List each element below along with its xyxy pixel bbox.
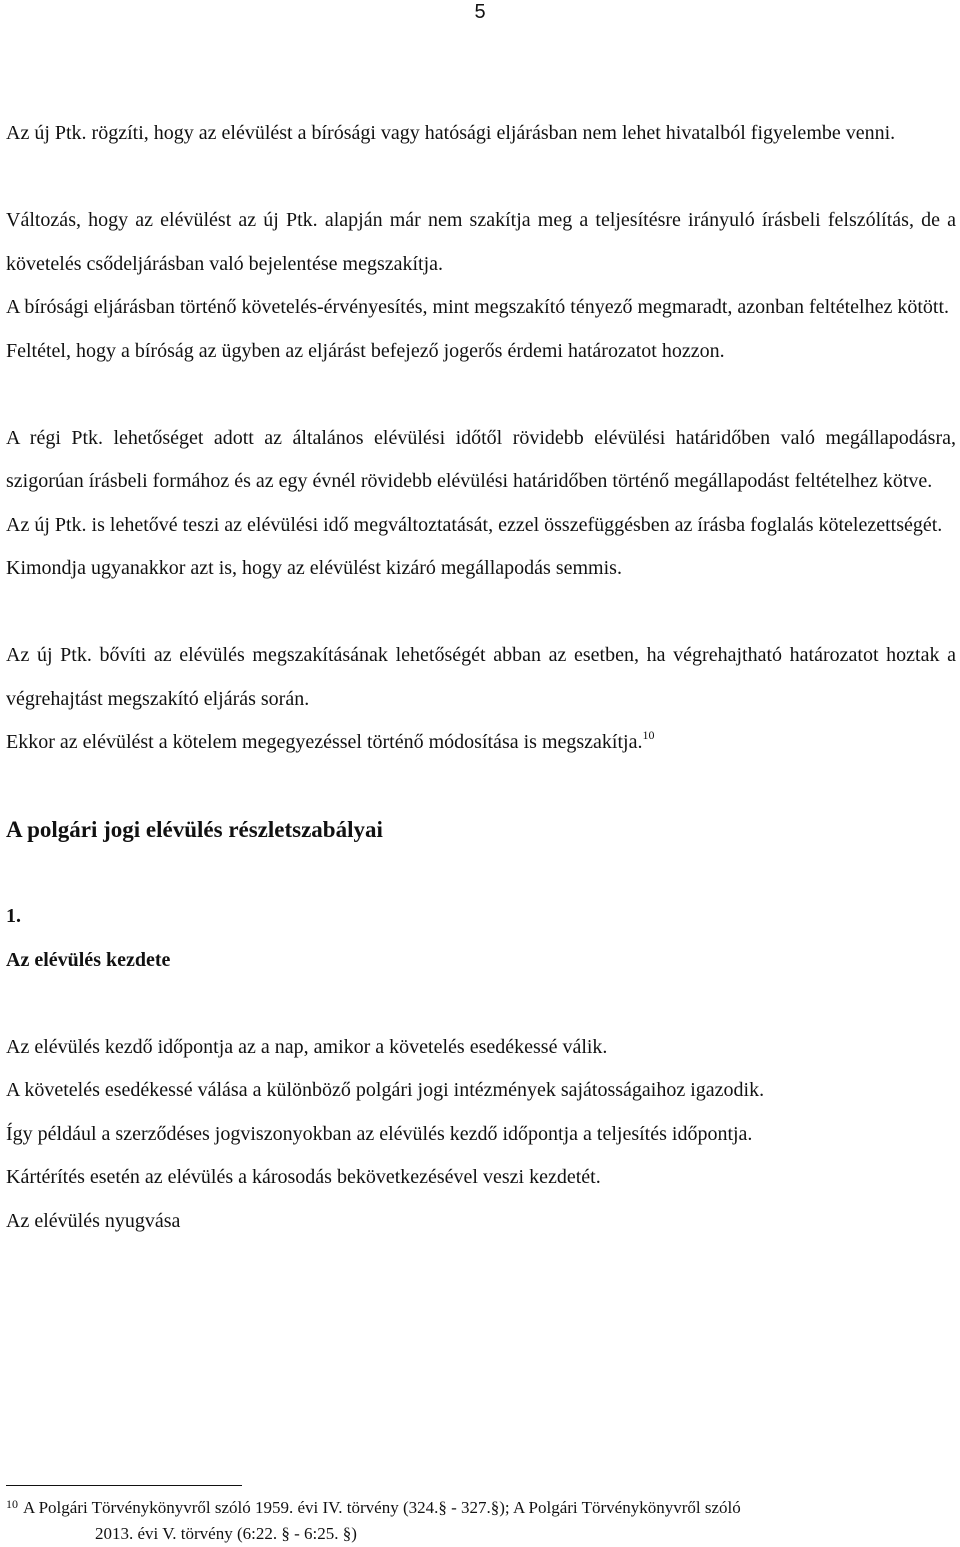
paragraph-enforcement-interruption: Az új Ptk. bővíti az elévülés megszakításának lehetőségét abban az esetben, ha végrehajtható határozatot hoztak a végrehajtást megszakító eljárás során. xyxy=(6,644,956,710)
section-number: 1. xyxy=(6,905,21,927)
footnote-line-2: 2013. évi V. törvény (6:22. § - 6:25. §) xyxy=(95,1524,357,1543)
paragraph-obligation-modification xyxy=(6,721,956,765)
paragraph-interruption-change: Változás, hogy az elévülést az új Ptk. alapján már nem szakítja meg a teljesítésre irányuló írásbeli felszólítás, de a követelés csődeljárásban való bejelentése megszakítja. xyxy=(6,209,956,275)
paragraph-contract-example: Így például a szerződéses jogviszonyokban az elévülés kezdő időpontja a teljesítés időpontja. xyxy=(6,1122,753,1145)
paragraph-gap xyxy=(6,982,956,1026)
section-heading: A polgári jogi elévülés részletszabályai xyxy=(6,817,383,842)
paragraph-damages: Kártérítés esetén az elévülés a károsodás bekövetkezésével veszi kezdetét. xyxy=(6,1166,601,1188)
section-subheading: Az elévülés kezdete xyxy=(6,948,171,971)
footnote-line-1: A Polgári Törvénykönyvről szóló 1959. évi IV. törvény (324.§ - 327.§); A Polgári Törvénykönyvről szóló xyxy=(23,1498,741,1517)
paragraph-new-ptk-modification: Az új Ptk. is lehetővé teszi az elévülési idő megváltoztatását, ezzel összefüggésben az írásba foglalás kötelezettségét. xyxy=(6,513,943,536)
paragraph-condition: Feltétel, hogy a bíróság az ügyben az eljárást befejező jogerős érdemi határozatot hozzon. xyxy=(6,339,725,362)
paragraph-text: Ekkor az elévülést a kötelem megegyezéssel történő módosítása is megszakítja. xyxy=(6,731,643,753)
paragraph-maturity: A követelés esedékessé válása a különböző polgári jogi intézmények sajátosságaihoz igazodik. xyxy=(6,1079,765,1101)
paragraph-exclusion-void: Kimondja ugyanakkor azt is, hogy az elévülést kizáró megállapodás semmis. xyxy=(6,557,622,579)
paragraph-gap xyxy=(6,591,956,635)
paragraph-gap xyxy=(6,765,956,809)
paragraph-old-ptk-agreement: A régi Ptk. lehetőséget adott az általános elévülési időtől rövidebb elévülési határidőben való megállapodásra, szigorúan írásbeli formához és az egy évnél rövidebb elévülési határidőben történő megállapodást feltételhez kötve. xyxy=(6,426,956,492)
page-number: 5 xyxy=(474,1,486,23)
paragraph-gap xyxy=(6,156,956,200)
paragraph-suspension-title: Az elévülés nyugvása xyxy=(6,1209,181,1232)
document-body xyxy=(6,112,956,1243)
footnote-separator xyxy=(6,1485,242,1486)
paragraph-start-date: Az elévülés kezdő időpontja az a nap, amikor a követelés esedékessé válik. xyxy=(6,1035,608,1058)
paragraph-limitation-not-ex-officio: Az új Ptk. rögzíti, hogy az elévülést a bírósági vagy hatósági eljárásban nem lehet hivatalból figyelembe venni. xyxy=(6,122,896,144)
footnote-number: 10 xyxy=(6,1497,18,1511)
paragraph-court-enforcement: A bírósági eljárásban történő követelés-érvényesítés, mint megszakító tényező megmaradt, azonban feltételhez kötött. xyxy=(6,296,949,318)
footnote-reference[interactable]: 10 xyxy=(642,728,655,742)
paragraph-gap xyxy=(6,852,956,896)
paragraph-gap xyxy=(6,373,956,417)
footnote xyxy=(6,1495,946,1547)
